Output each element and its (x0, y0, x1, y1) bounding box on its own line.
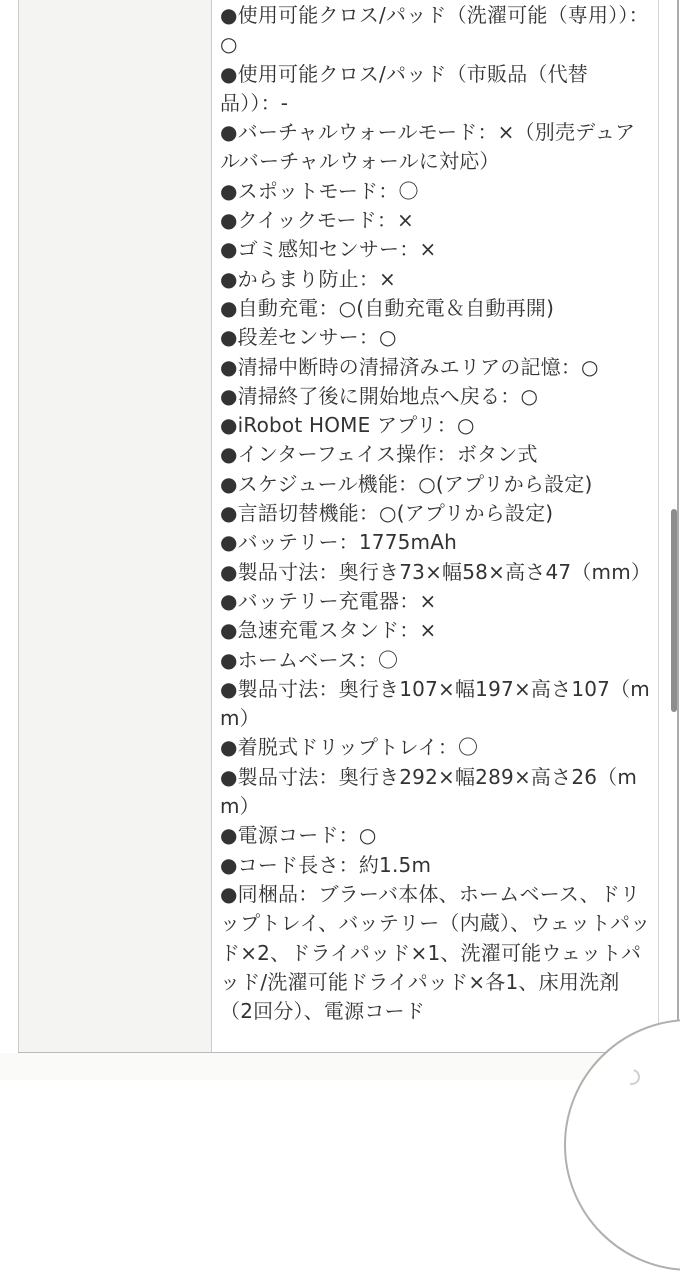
spec-item: ●清掃終了後に開始地点へ戻る：○ (220, 383, 539, 408)
spec-item: ●着脱式ドリップトレイ：〇 (220, 735, 479, 760)
spec-item: ●iRobot HOME アプリ：○ (220, 413, 475, 438)
spec-item: ●急速充電スタンド：× (220, 618, 437, 643)
spec-item: ●ホームベース：〇 (220, 647, 399, 672)
spec-item: ●清掃中断時の清掃済みエリアの記憶：○ (220, 354, 599, 379)
spec-item: ●製品寸法：奥行き107×幅197×高さ107（mm） (220, 676, 650, 731)
spec-item: ●使用可能クロス/パッド（洗濯可能（専用））：○ (220, 3, 649, 57)
scrollbar-thumb[interactable] (671, 509, 677, 712)
spec-item: ●製品寸法：奥行き73×幅58×高さ47（mm） (220, 559, 652, 584)
spec-item: ●使用可能クロス/パッド（市販品（代替品））：- (220, 61, 588, 115)
spec-item: ●ゴミ感知センサー：× (220, 237, 437, 262)
spec-item: ●バッテリー：1775mAh (220, 530, 457, 555)
spec-item: ●クイックモード：× (220, 208, 415, 233)
spec-item: ●電源コード：○ (220, 823, 377, 848)
spec-item: ●段差センサー：○ (220, 325, 397, 350)
spec-item: ●バッテリー充電器：× (220, 588, 437, 613)
spec-table (18, 0, 659, 1053)
spec-item: ●コード長さ：約1.5m (220, 852, 432, 877)
spec-item: ●インターフェイス操作：ボタン式 (220, 442, 538, 467)
spec-item: ●スケジュール機能：○(アプリから設定) (220, 471, 593, 496)
fab-partial-icon (621, 1066, 643, 1088)
spec-item: ●スポットモード：〇 (220, 178, 419, 203)
spec-item: ●バーチャルウォールモード：×（別売デュアルバーチャルウォールに対応） (220, 120, 636, 174)
spec-item: ●からまり防止：× (220, 266, 397, 291)
spec-item: ●自動充電：○(自動充電＆自動再開) (220, 295, 555, 320)
page-background-bottom (0, 1053, 680, 1080)
spec-item: ●同梱品：ブラーバ本体、ホームベース、ドリップトレイ、バッテリー（内蔵）、ウェットパッド×2、ドライパッド×1、洗濯可能ウェットパッド/洗濯可能ドライパッド×各1、床用洗剤（2回分）、電源コード (220, 881, 651, 1024)
scrollbar-track[interactable] (677, 0, 679, 1080)
spec-value-list (212, 0, 658, 1052)
spec-label-cell (19, 0, 212, 1052)
spec-item: ●製品寸法：奥行き292×幅289×高さ26（mm） (220, 764, 638, 819)
spec-item: ●言語切替機能：○(アプリから設定) (220, 501, 554, 526)
